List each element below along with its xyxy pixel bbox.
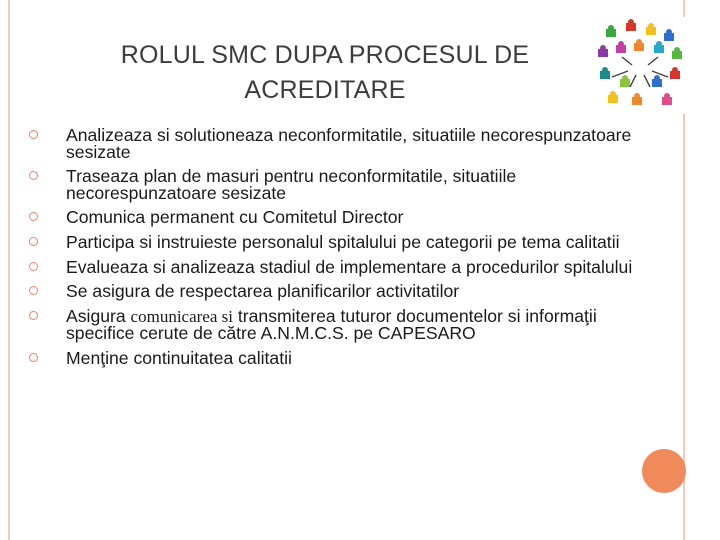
puzzle-pieces-picture <box>592 17 689 114</box>
bullet-text-start: Asigura <box>66 305 131 326</box>
circle-bullet-icon <box>29 353 38 362</box>
slide-title-line-1: ROLUL SMC DUPA PROCESUL DE <box>120 41 530 69</box>
slide-title-line-2: ACREDITARE <box>244 76 406 104</box>
orange-circle-decoration <box>642 449 686 493</box>
circle-bullet-icon <box>29 262 38 271</box>
bullet-list <box>26 127 666 375</box>
circle-bullet-icon <box>29 212 38 221</box>
bullet-text-serif: comunicarea si <box>130 306 233 326</box>
circle-bullet-icon <box>29 237 38 246</box>
bullet-text: Analizeaza si solutioneaza neconformitatile, situatiile necorespunzatoare sesizate <box>66 125 632 162</box>
bullet-text-end: transmiterea tuturor documentelor si informaţii specifice cerute de către A.N.M.C.S. pe CAPESARO <box>66 305 597 344</box>
slide-title <box>70 38 580 108</box>
circle-bullet-icon <box>29 286 38 295</box>
bullet-item <box>26 283 666 300</box>
bullet-text: Se asigura de respectarea planificarilor activitatilor <box>66 281 460 302</box>
circle-bullet-icon <box>29 130 38 139</box>
bullet-text: Comunica permanent cu Comitetul Director <box>66 207 404 228</box>
bullet-text: Participa si instruieste personalul spitalului pe categorii pe tema calitatii <box>66 231 620 252</box>
circle-bullet-icon <box>29 311 38 320</box>
circle-bullet-icon <box>29 171 38 180</box>
bullet-item <box>26 168 666 201</box>
bullet-text: Menţine continuitatea calitatii <box>66 347 292 368</box>
bullet-item <box>26 256 666 277</box>
bullet-item <box>26 347 666 368</box>
bullet-text: Evalueaza si analizeaza stadiul de implementare a procedurilor spitalului <box>66 256 633 277</box>
bullet-item <box>26 209 666 226</box>
bullet-item <box>26 305 666 344</box>
bullet-text: Traseaza plan de masuri pentru neconformitatile, situatiile necorespunzatoare sesizate <box>66 166 517 203</box>
bullet-item <box>26 127 666 160</box>
bullet-item <box>26 231 666 252</box>
